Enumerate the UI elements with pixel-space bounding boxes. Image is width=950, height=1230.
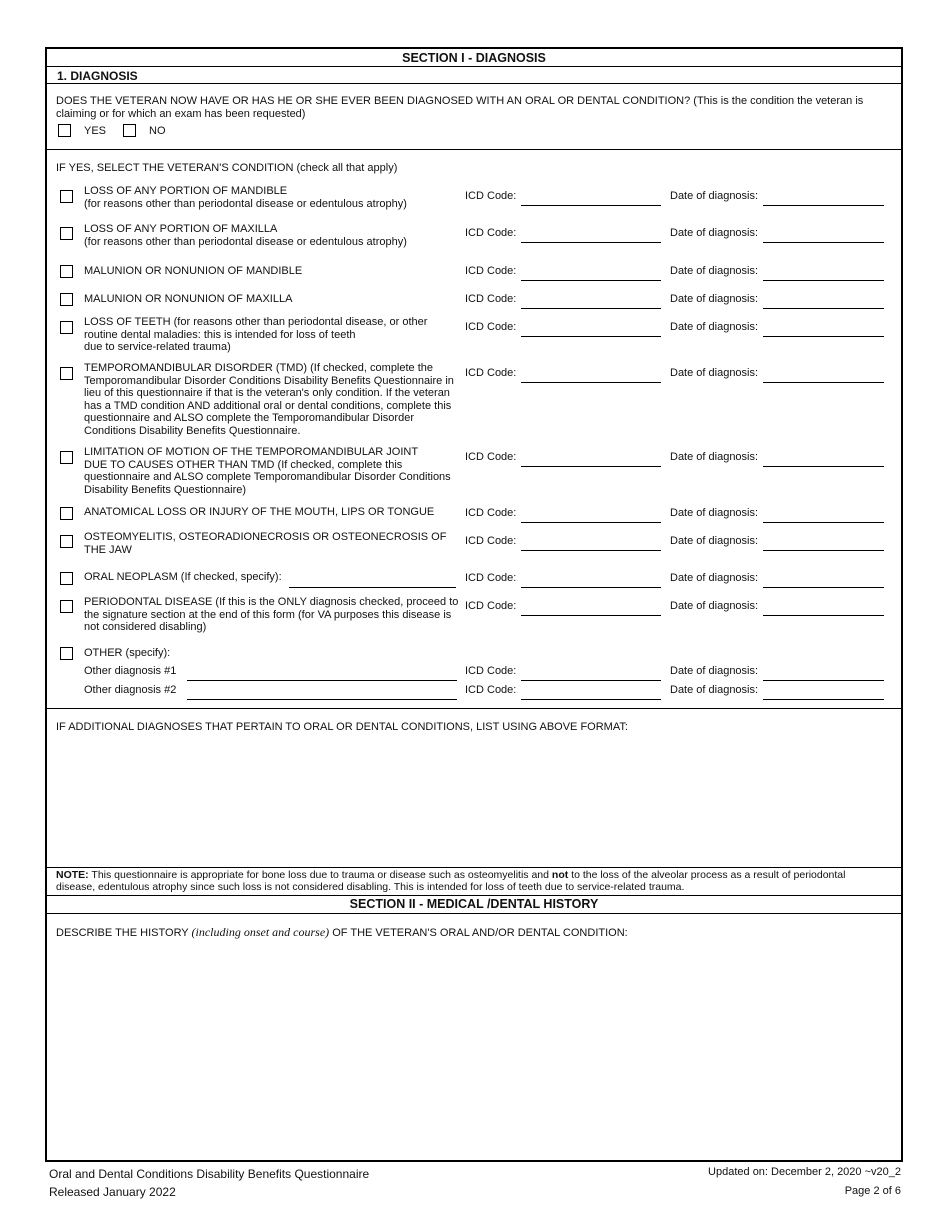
date-of-diagnosis-field[interactable] [763, 699, 884, 700]
additional-diagnoses-prompt: IF ADDITIONAL DIAGNOSES THAT PERTAIN TO ORAL OR DENTAL CONDITIONS, LIST USING ABOVE FORMAT: [56, 721, 628, 733]
history-text-area[interactable] [56, 944, 894, 1154]
icd-code-label: ICD Code: [465, 507, 517, 519]
icd-code-field[interactable] [521, 308, 661, 309]
no-label: NO [149, 125, 166, 137]
date-of-diagnosis-field[interactable] [763, 615, 884, 616]
icd-code-field[interactable] [521, 280, 661, 281]
date-of-diagnosis-field[interactable] [763, 280, 884, 281]
divider [47, 83, 901, 84]
section-1-title: SECTION I - DIAGNOSIS [402, 51, 546, 65]
condition-checkbox[interactable] [60, 265, 73, 278]
date-of-diagnosis-label: Date of diagnosis: [670, 535, 759, 547]
date-of-diagnosis-label: Date of diagnosis: [670, 665, 759, 677]
condition-checkbox[interactable] [60, 451, 73, 464]
date-of-diagnosis-label: Date of diagnosis: [670, 227, 759, 239]
icd-code-field[interactable] [521, 615, 661, 616]
other-diagnosis-2-label: Other diagnosis #2 [84, 684, 177, 696]
icd-code-field[interactable] [521, 680, 661, 681]
diagnosis-subheading: 1. DIAGNOSIS [57, 69, 138, 83]
yes-checkbox[interactable] [58, 124, 71, 137]
history-prompt: DESCRIBE THE HISTORY (including onset and course) OF THE VETERAN'S ORAL AND/OR DENTAL CONDITION: [56, 925, 628, 939]
condition-checkbox[interactable] [60, 227, 73, 240]
date-of-diagnosis-label: Date of diagnosis: [670, 321, 759, 333]
condition-label: ANATOMICAL LOSS OR INJURY OF THE MOUTH, LIPS OR TONGUE [84, 506, 435, 518]
divider [47, 149, 901, 150]
divider [47, 708, 901, 709]
condition-label: LOSS OF TEETH (for reasons other than periodontal disease, or other routine dental maladies: this is intended for loss of teeth due to service-related trauma) [84, 316, 428, 353]
date-of-diagnosis-field[interactable] [763, 242, 884, 243]
icd-code-field[interactable] [521, 466, 661, 467]
date-of-diagnosis-label: Date of diagnosis: [670, 507, 759, 519]
icd-code-field[interactable] [521, 336, 661, 337]
other-diagnosis-2-field[interactable] [187, 699, 457, 700]
condition-label: LOSS OF ANY PORTION OF MANDIBLE (for reasons other than periodontal disease or edentulous atrophy) [84, 185, 407, 210]
icd-code-label: ICD Code: [465, 572, 517, 584]
condition-checkbox[interactable] [60, 535, 73, 548]
updated-date: Updated on: December 2, 2020 ~v20_2 [708, 1166, 901, 1178]
condition-label: ORAL NEOPLASM (If checked, specify): [84, 571, 282, 583]
condition-label: TEMPOROMANDIBULAR DISORDER (TMD) (If checked, complete the Temporomandibular Disorder Conditions Disability Benefits Questionnaire in lieu of this questionnaire if that is the veteran's only condition. If the veteran has a TMD condition AND additional oral or dental conditions, complete this questionnaire and ALSO complete the Temporomandibular Disorder Conditions Disability Benefits Questionnaire. [84, 362, 454, 437]
date-of-diagnosis-field[interactable] [763, 587, 884, 588]
date-of-diagnosis-field[interactable] [763, 336, 884, 337]
icd-code-field[interactable] [521, 522, 661, 523]
date-of-diagnosis-field[interactable] [763, 382, 884, 383]
other-diagnosis-1-field[interactable] [187, 680, 457, 681]
icd-code-label: ICD Code: [465, 451, 517, 463]
date-of-diagnosis-label: Date of diagnosis: [670, 600, 759, 612]
icd-code-field[interactable] [521, 699, 661, 700]
select-condition-prompt: IF YES, SELECT THE VETERAN'S CONDITION (check all that apply) [56, 162, 398, 174]
section-2-title: SECTION II - MEDICAL /DENTAL HISTORY [349, 897, 599, 911]
diagnosis-question: DOES THE VETERAN NOW HAVE OR HAS HE OR SHE EVER BEEN DIAGNOSED WITH AN ORAL OR DENTAL CONDITION? (This is the condition the veteran is claiming or for which an exam has been requested) [56, 95, 864, 120]
condition-label: PERIODONTAL DISEASE (If this is the ONLY diagnosis checked, proceed to the signature section at the end of this form (for VA purposes this disease is not considered disabling) [84, 596, 459, 633]
icd-code-field[interactable] [521, 550, 661, 551]
date-of-diagnosis-field[interactable] [763, 680, 884, 681]
yes-label: YES [84, 125, 107, 137]
icd-code-label: ICD Code: [465, 367, 517, 379]
date-of-diagnosis-field[interactable] [763, 522, 884, 523]
form-frame [45, 47, 903, 1162]
other-diagnosis-1-label: Other diagnosis #1 [84, 665, 177, 677]
icd-code-label: ICD Code: [465, 600, 517, 612]
condition-checkbox[interactable] [60, 190, 73, 203]
icd-code-field[interactable] [521, 242, 661, 243]
oral-neoplasm-specify-field[interactable] [289, 587, 456, 588]
no-checkbox[interactable] [123, 124, 136, 137]
icd-code-label: ICD Code: [465, 265, 517, 277]
released-date: Released January 2022 [49, 1185, 176, 1199]
condition-checkbox[interactable] [60, 321, 73, 334]
icd-code-label: ICD Code: [465, 190, 517, 202]
date-of-diagnosis-label: Date of diagnosis: [670, 451, 759, 463]
icd-code-label: ICD Code: [465, 535, 517, 547]
condition-label: LOSS OF ANY PORTION OF MAXILLA (for reasons other than periodontal disease or edentulous atrophy) [84, 223, 407, 248]
date-of-diagnosis-label: Date of diagnosis: [670, 190, 759, 202]
additional-diagnoses-area[interactable] [56, 739, 894, 864]
condition-label: OTHER (specify): [84, 647, 171, 659]
form-title: Oral and Dental Conditions Disability Benefits Questionnaire [49, 1167, 370, 1181]
date-of-diagnosis-field[interactable] [763, 550, 884, 551]
note-text: NOTE: This questionnaire is appropriate for bone loss due to trauma or disease such as osteomyelitis and not to the loss of the alveolar process as a result of periodontal disease, edentulous atrophy since such loss is not considered disabling. This is intended for loss of teeth due to service-related trauma. [56, 869, 846, 893]
icd-code-field[interactable] [521, 382, 661, 383]
condition-label: MALUNION OR NONUNION OF MANDIBLE [84, 265, 303, 277]
divider [47, 895, 901, 896]
icd-code-label: ICD Code: [465, 684, 517, 696]
date-of-diagnosis-label: Date of diagnosis: [670, 684, 759, 696]
condition-label: MALUNION OR NONUNION OF MAXILLA [84, 293, 293, 305]
date-of-diagnosis-field[interactable] [763, 308, 884, 309]
condition-checkbox[interactable] [60, 600, 73, 613]
condition-label: LIMITATION OF MOTION OF THE TEMPOROMANDIBULAR JOINT DUE TO CAUSES OTHER THAN TMD (If checked, complete this questionnaire and ALSO complete Temporomandibular Disorder Conditions Disability Benefits Questionnaire) [84, 446, 451, 496]
date-of-diagnosis-label: Date of diagnosis: [670, 367, 759, 379]
condition-checkbox[interactable] [60, 647, 73, 660]
page-number: Page 2 of 6 [844, 1185, 901, 1197]
icd-code-label: ICD Code: [465, 227, 517, 239]
condition-checkbox[interactable] [60, 507, 73, 520]
date-of-diagnosis-label: Date of diagnosis: [670, 265, 759, 277]
condition-checkbox[interactable] [60, 572, 73, 585]
divider [47, 66, 901, 67]
divider [47, 913, 901, 914]
condition-checkbox[interactable] [60, 293, 73, 306]
icd-code-label: ICD Code: [465, 321, 517, 333]
icd-code-field[interactable] [521, 205, 661, 206]
date-of-diagnosis-label: Date of diagnosis: [670, 293, 759, 305]
date-of-diagnosis-field[interactable] [763, 205, 884, 206]
date-of-diagnosis-field[interactable] [763, 466, 884, 467]
icd-code-label: ICD Code: [465, 665, 517, 677]
divider [47, 867, 901, 868]
icd-code-field[interactable] [521, 587, 661, 588]
icd-code-label: ICD Code: [465, 293, 517, 305]
date-of-diagnosis-label: Date of diagnosis: [670, 572, 759, 584]
condition-label: OSTEOMYELITIS, OSTEORADIONECROSIS OR OSTEONECROSIS OF THE JAW [84, 531, 447, 556]
condition-checkbox[interactable] [60, 367, 73, 380]
